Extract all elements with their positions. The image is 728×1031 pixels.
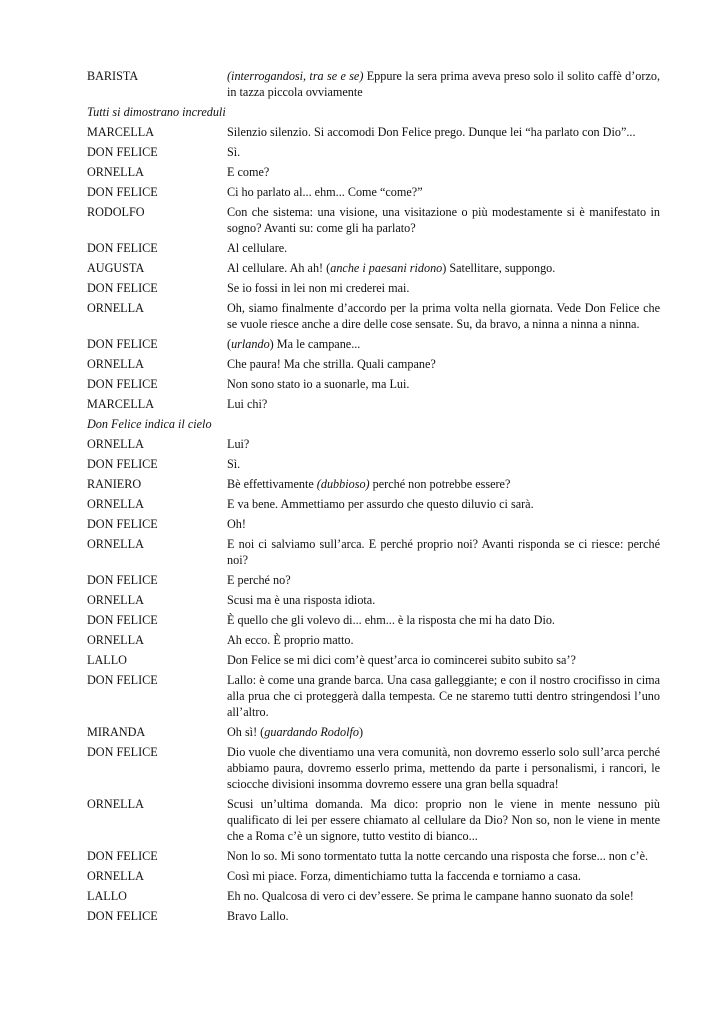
dialogue-text [227, 68, 660, 100]
speaker-name: DON FELICE [87, 281, 158, 295]
dialogue-segment: Don Felice se mi dici com’è quest’arca io comincerei subito subito sa’? [227, 653, 576, 667]
dialogue-segment: Con che sistema: una visione, una visitazione o più modestamente si è manifestato in sogno? Avanti su: come gli ha parlato? [227, 205, 660, 235]
dialogue-row [87, 724, 660, 740]
dialogue-segment: Bravo Lallo. [227, 909, 289, 923]
dialogue-text [227, 908, 660, 924]
dialogue-segment: perché non potrebbe essere? [369, 477, 511, 491]
dialogue-segment: Non sono stato io a suonarle, ma Lui. [227, 377, 410, 391]
dialogue-row [87, 68, 660, 100]
stage-note: urlando [231, 337, 270, 351]
dialogue-row [87, 204, 660, 236]
dialogue-segment: E noi ci salviamo sull’arca. E perché proprio noi? Avanti risponda se ci riesce: perché noi? [227, 537, 660, 567]
dialogue-segment: Oh! [227, 517, 246, 531]
dialogue-segment: Oh sì! ( [227, 725, 265, 739]
dialogue-segment: E come? [227, 165, 270, 179]
dialogue-row [87, 572, 660, 588]
dialogue-text [227, 516, 660, 532]
speaker-name: ORNELLA [87, 633, 144, 647]
dialogue-text [227, 868, 660, 884]
dialogue-text [227, 396, 660, 412]
speaker-name: DON FELICE [87, 909, 158, 923]
dialogue-row [87, 516, 660, 532]
dialogue-segment: Scusi un’ultima domanda. Ma dico: proprio non le viene in mente nessuno più qualificato di lei per essere chiamato al cellulare da Dio? Non so, non le viene in mente che a Roma c’è un signore, tutto vestito di bianco... [227, 797, 660, 843]
dialogue-row [87, 356, 660, 372]
speaker-name: ORNELLA [87, 301, 144, 315]
dialogue-row [87, 868, 660, 884]
dialogue-row [87, 240, 660, 256]
dialogue-segment: Eppure la sera prima aveva preso solo il solito caffè d’orzo, in tazza piccola ovviamente [227, 69, 660, 99]
speaker-name: DON FELICE [87, 849, 158, 863]
dialogue-text [227, 592, 660, 608]
dialogue-row [87, 652, 660, 668]
stage-note: (dubbioso) [316, 477, 370, 491]
speaker-name: DON FELICE [87, 745, 158, 759]
dialogue-text [227, 744, 660, 792]
dialogue-segment: Lallo: è come una grande barca. Una casa galleggiante; e con il nostro crocifisso in cima alla prua che ci proteggerà dalla tempesta. Ce ne staremo tutti dentro stringendosi l’uno all’altro. [227, 673, 660, 719]
speaker-name: ORNELLA [87, 593, 144, 607]
dialogue-text [227, 436, 660, 452]
dialogue-text [227, 572, 660, 588]
dialogue-row [87, 164, 660, 180]
dialogue-segment: È quello che gli volevo di... ehm... è la risposta che mi ha dato Dio. [227, 613, 555, 627]
dialogue-segment: Sì. [227, 457, 241, 471]
speaker-name: DON FELICE [87, 457, 158, 471]
speaker-name: AUGUSTA [87, 261, 145, 275]
dialogue-text [227, 336, 660, 352]
stage-direction: Tutti si dimostrano increduli [87, 105, 226, 119]
speaker-name: DON FELICE [87, 517, 158, 531]
speaker-name: LALLO [87, 889, 127, 903]
dialogue-row [87, 672, 660, 720]
dialogue-segment: ) [358, 725, 363, 739]
dialogue-text [227, 888, 660, 904]
speaker-name: RODOLFO [87, 205, 145, 219]
dialogue-segment: Non lo so. Mi sono tormentato tutta la notte cercando una risposta che forse... non c’è. [227, 849, 649, 863]
dialogue-text [227, 184, 660, 200]
dialogue-text [227, 240, 660, 256]
speaker-name: ORNELLA [87, 797, 144, 811]
dialogue-text [227, 496, 660, 512]
dialogue-row [87, 260, 660, 276]
speaker-name: LALLO [87, 653, 127, 667]
dialogue-segment: ( [227, 337, 232, 351]
dialogue-row [87, 612, 660, 628]
stage-direction: Don Felice indica il cielo [87, 417, 212, 431]
speaker-name: RANIERO [87, 477, 142, 491]
dialogue-segment: Sì. [227, 145, 241, 159]
dialogue-text [227, 204, 660, 236]
dialogue-segment: Al cellulare. Ah ah! ( [227, 261, 331, 275]
dialogue-text [227, 456, 660, 472]
dialogue-row [87, 848, 660, 864]
speaker-name: BARISTA [87, 69, 139, 83]
dialogue-segment: ) Satellitare, suppongo. [442, 261, 556, 275]
dialogue-row [87, 184, 660, 200]
speaker-name: DON FELICE [87, 377, 158, 391]
dialogue-row [87, 744, 660, 792]
dialogue-text [227, 672, 660, 720]
dialogue-segment: E va bene. Ammettiamo per assurdo che questo diluvio ci sarà. [227, 497, 534, 511]
speaker-name: ORNELLA [87, 165, 144, 179]
dialogue-segment: Ah ecco. È proprio matto. [227, 633, 354, 647]
dialogue-row [87, 476, 660, 492]
speaker-name: ORNELLA [87, 357, 144, 371]
dialogue-segment: Lui? [227, 437, 250, 451]
dialogue-text [227, 124, 660, 140]
speaker-name: DON FELICE [87, 673, 158, 687]
dialogue-segment: E perché no? [227, 573, 291, 587]
speaker-name: DON FELICE [87, 241, 158, 255]
dialogue-text [227, 280, 660, 296]
speaker-name: DON FELICE [87, 337, 158, 351]
dialogue-segment: Ci ho parlato al... ehm... Come “come?” [227, 185, 423, 199]
dialogue-row [87, 888, 660, 904]
dialogue-row [87, 300, 660, 332]
speaker-name: MARCELLA [87, 397, 155, 411]
dialogue-segment: ) Ma le campane... [269, 337, 361, 351]
dialogue-row [87, 124, 660, 140]
dialogue-text [227, 796, 660, 844]
dialogue-segment: Così mi piace. Forza, dimentichiamo tutta la faccenda e torniamo a casa. [227, 869, 581, 883]
dialogue-row [87, 536, 660, 568]
dialogue-segment: Che paura! Ma che strilla. Quali campane? [227, 357, 436, 371]
dialogue-row [87, 144, 660, 160]
dialogue-row [87, 592, 660, 608]
dialogue-segment: Al cellulare. [227, 241, 288, 255]
speaker-name: ORNELLA [87, 537, 144, 551]
dialogue-text [227, 376, 660, 392]
dialogue-segment: Oh, siamo finalmente d’accordo per la prima volta nella giornata. Vede Don Felice che se vuole riesce anche a dire delle cose sensate. Su, da bravo, a ninna a ninna a ninna. [227, 301, 660, 331]
dialogue-text [227, 724, 660, 740]
dialogue-text [227, 652, 660, 668]
dialogue-row [87, 456, 660, 472]
dialogue-segment: Dio vuole che diventiamo una vera comunità, non dovremo esserlo solo sull’arca perché abbiamo paura, dovremo esserlo prima, mettendo da parte i personalismi, i rancori, le sciocche divisioni insomma dovremo essere una gran bella squadra! [227, 745, 660, 791]
speaker-name: ORNELLA [87, 869, 144, 883]
speaker-name: DON FELICE [87, 185, 158, 199]
dialogue-row [87, 908, 660, 924]
dialogue-segment: Bè effettivamente [227, 477, 317, 491]
dialogue-text [227, 476, 660, 492]
speaker-name: DON FELICE [87, 613, 158, 627]
dialogue-row [87, 336, 660, 352]
dialogue-row [87, 632, 660, 648]
dialogue-text [227, 848, 660, 864]
dialogue-segment: Se io fossi in lei non mi crederei mai. [227, 281, 410, 295]
dialogue-text [227, 356, 660, 372]
dialogue-text [227, 144, 660, 160]
stage-note: anche i paesani ridono [330, 261, 443, 275]
speaker-name: MIRANDA [87, 725, 146, 739]
dialogue-text [227, 632, 660, 648]
stage-note: guardando Rodolfo [264, 725, 359, 739]
dialogue-text [227, 164, 660, 180]
speaker-name: DON FELICE [87, 573, 158, 587]
dialogue-segment: Eh no. Qualcosa di vero ci dev’essere. Se prima le campane hanno suonato da sole! [227, 889, 634, 903]
dialogue-row [87, 376, 660, 392]
dialogue-text [227, 536, 660, 568]
script-body [87, 68, 660, 928]
dialogue-row [87, 496, 660, 512]
dialogue-segment: Lui chi? [227, 397, 268, 411]
dialogue-text [227, 612, 660, 628]
dialogue-text [227, 300, 660, 332]
speaker-name: ORNELLA [87, 437, 144, 451]
dialogue-text [227, 260, 660, 276]
dialogue-row [87, 796, 660, 844]
dialogue-row [87, 396, 660, 412]
stage-note: (interrogandosi, tra se e se) [227, 69, 364, 83]
dialogue-segment: Silenzio silenzio. Si accomodi Don Felice prego. Dunque lei “ha parlato con Dio”... [227, 125, 636, 139]
speaker-name: ORNELLA [87, 497, 144, 511]
dialogue-segment: Scusi ma è una risposta idiota. [227, 593, 376, 607]
dialogue-row [87, 280, 660, 296]
speaker-name: DON FELICE [87, 145, 158, 159]
speaker-name: MARCELLA [87, 125, 155, 139]
dialogue-row [87, 436, 660, 452]
